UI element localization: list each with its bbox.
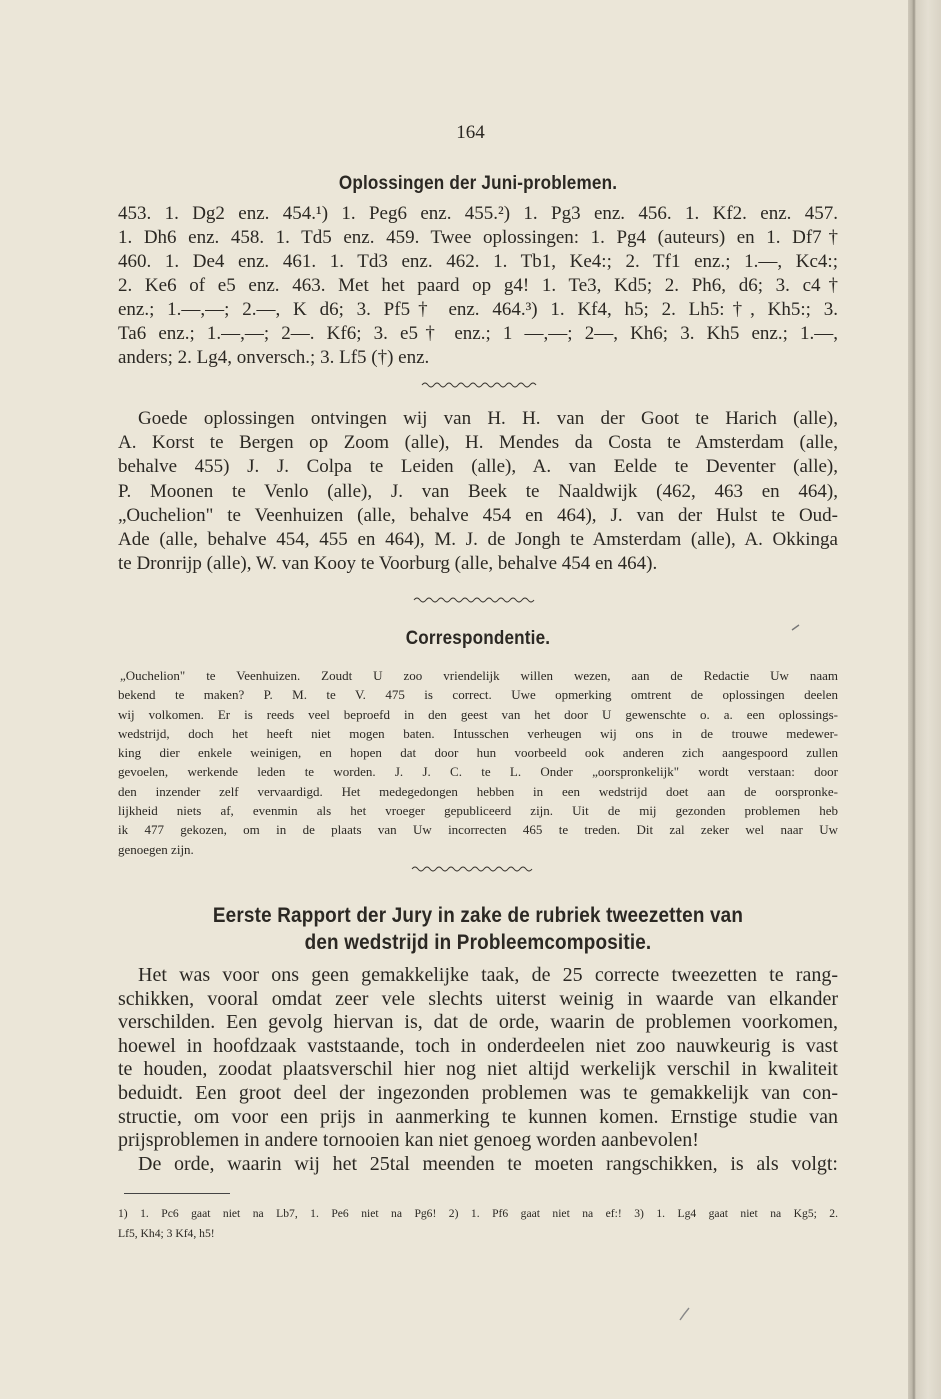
- report-heading-line: Eerste Rapport der Jury in zake de rubriek tweezetten van: [212, 904, 744, 927]
- footnote-line: Lf5, Kh4; 3 Kf4, h5!: [118, 1227, 215, 1240]
- report-line: hoewel in hoofdzaak vaststaande, toch in onderdeelen niet zoo nauwkeurig is vast: [118, 1034, 838, 1057]
- correspondence-line: lijkheid niets af, evenmin als het vroeger gepubliceerd zijn. Uit de mij gezonden problemen heb: [118, 803, 838, 819]
- footnote-line: 1) 1. Pc6 gaat niet na Lb7, 1. Pe6 niet na Pg6! 2) 1. Pf6 gaat niet na ef:! 3) 1. Lg4 gaat niet na Kg5; 2.: [118, 1207, 838, 1220]
- solutions-line: 453. 1. Dg2 enz. 454.¹) 1. Peg6 enz. 455.²) 1. Pg3 enz. 456. 1. Kf2. enz. 457.: [118, 203, 838, 224]
- solvers-line: Goede oplossingen ontvingen wij van H. H. van der Goot te Harich (alle),: [138, 408, 838, 429]
- report-line: schikken, vooral omdat zeer vele slechts uiterst weinig in waarde van elkander: [118, 987, 838, 1010]
- correspondence-line: den inzender zelf vervaardigd. Het medegedongen hebben in een wedstrijd doet aan de oorspronke-: [118, 783, 838, 799]
- report-line: De orde, waarin wij het 25tal meenden te moeten rangschikken, is als volgt:: [138, 1152, 838, 1175]
- footnote-rule: [124, 1193, 230, 1194]
- report-heading-line: den wedstrijd in Probleemcompositie.: [304, 931, 652, 954]
- correspondence-text: [118, 666, 838, 859]
- report-heading: [154, 902, 802, 956]
- report-text: [118, 964, 838, 1176]
- correspondence-line: king dier enkele weinigen, en hopen dat door hun voorbeeld ook anderen zich aangespoord zullen: [118, 745, 838, 761]
- solvers-text: [118, 407, 838, 576]
- solutions-heading: Oplossingen der Juni-problemen.: [338, 173, 618, 194]
- report-line: beduidt. Een groot deel der ingezonden problemen was te gemakkelijk van con-: [118, 1081, 838, 1104]
- page-number: 164: [456, 122, 485, 143]
- ornament-divider: [420, 380, 540, 390]
- solutions-line: anders; 2. Lg4, onversch.; 3. Lf5 (†) enz.: [118, 347, 430, 368]
- report-line: Het was voor ons geen gemakkelijke taak, de 25 correcte tweezetten te rang-: [138, 964, 838, 986]
- report-line: structie, om voor een prijs in aanmerking te kunnen komen. Ernstige studie van: [118, 1105, 838, 1128]
- solvers-line: Ade (alle, behalve 454, 455 en 464), M. J. de Jongh te Amsterdam (alle), A. Okkinga: [118, 529, 838, 551]
- solvers-line: A. Korst te Bergen op Zoom (alle), H. Mendes da Costa te Amsterdam (alle,: [118, 432, 838, 454]
- footnotes: [118, 1204, 838, 1244]
- solvers-line: behalve 455) J. J. Colpa te Leiden (alle), A. van Eelde te Deventer (alle),: [118, 456, 838, 478]
- solutions-line: 2. Ke6 of e5 enz. 463. Met het paard op g4! 1. Te3, Kd5; 2. Ph6, d6; 3. c4†: [118, 275, 838, 296]
- report-line: verschilden. Een gevolg hiervan is, dat de orde, waarin de problemen voorkomen,: [118, 1011, 838, 1034]
- stray-mark: [678, 1306, 692, 1322]
- report-line: prijsproblemen in andere tornooien kan niet genoeg worden aanbevolen!: [118, 1129, 699, 1152]
- solvers-line: „Ouchelion" te Veenhuizen (alle, behalve 454 en 464), J. van der Hulst te Oud-: [118, 504, 838, 526]
- correspondence-line: ik 477 gekozen, om in de plaats van Uw incorrecten 465 te treden. Dit zal zeker wel naar Uw: [118, 822, 838, 838]
- correspondence-heading: Correspondentie.: [405, 628, 551, 649]
- correspondence-line: genoegen zijn.: [118, 841, 194, 857]
- correspondence-line: „Ouchelion" te Veenhuizen. Zoudt U zoo vriendelijk willen wezen, aan de Redactie Uw naam: [120, 668, 838, 683]
- ornament-divider: [410, 864, 540, 874]
- correspondence-line: gevoelen, werkende leden te worden. J. J. C. te L. Onder „oorspronkelijk" wordt verstaan: door: [118, 764, 838, 780]
- correspondence-line: bekend te maken? P. M. te V. 475 is correct. Uwe opmerking omtrent de oplossingen deelen: [118, 687, 838, 703]
- solvers-line: te Dronrijp (alle), W. van Kooy te Voorburg (alle, behalve 454 en 464).: [118, 553, 658, 575]
- solvers-line: P. Moonen te Venlo (alle), J. van Beek te Naaldwijk (462, 463 en 464),: [118, 480, 838, 502]
- solutions-line: Ta6 enz.; 1.—,—; 2—. Kf6; 3. e5† enz.; 1 —,—; 2—, Kh6; 3. Kh5 enz.; 1.—,: [118, 323, 838, 344]
- solutions-line: 460. 1. De4 enz. 461. 1. Td3 enz. 462. 1. Tb1, Ke4:; 2. Tf1 enz.; 1.—, Kc4:;: [118, 251, 838, 272]
- correspondence-line: wij volkomen. Er is reeds veel beproefd in den geest van het door U gewenschte o. a. een oplossings-: [118, 706, 838, 722]
- stray-mark: [790, 622, 802, 634]
- solutions-line: enz.; 1.—,—; 2.—, K d6; 3. Pf5† enz. 464.³) 1. Kf4, h5; 2. Lh5:†, Kh5:; 3.: [118, 299, 838, 320]
- page-edge-shadow: [908, 0, 941, 1399]
- correspondence-line: wedstrijd, doch het heeft niet mogen baten. Intusschen verheugen wij ons in de trouwe medewer-: [118, 725, 838, 741]
- solutions-text: [118, 202, 838, 370]
- solutions-line: 1. Dh6 enz. 458. 1. Td5 enz. 459. Twee oplossingen: 1. Pg4 (auteurs) en 1. Df7†: [118, 227, 838, 248]
- report-line: te houden, zoodat plaatsverschil hier nog niet altijd werkelijk verschil in kwaliteit: [118, 1058, 838, 1081]
- ornament-divider: [412, 595, 542, 605]
